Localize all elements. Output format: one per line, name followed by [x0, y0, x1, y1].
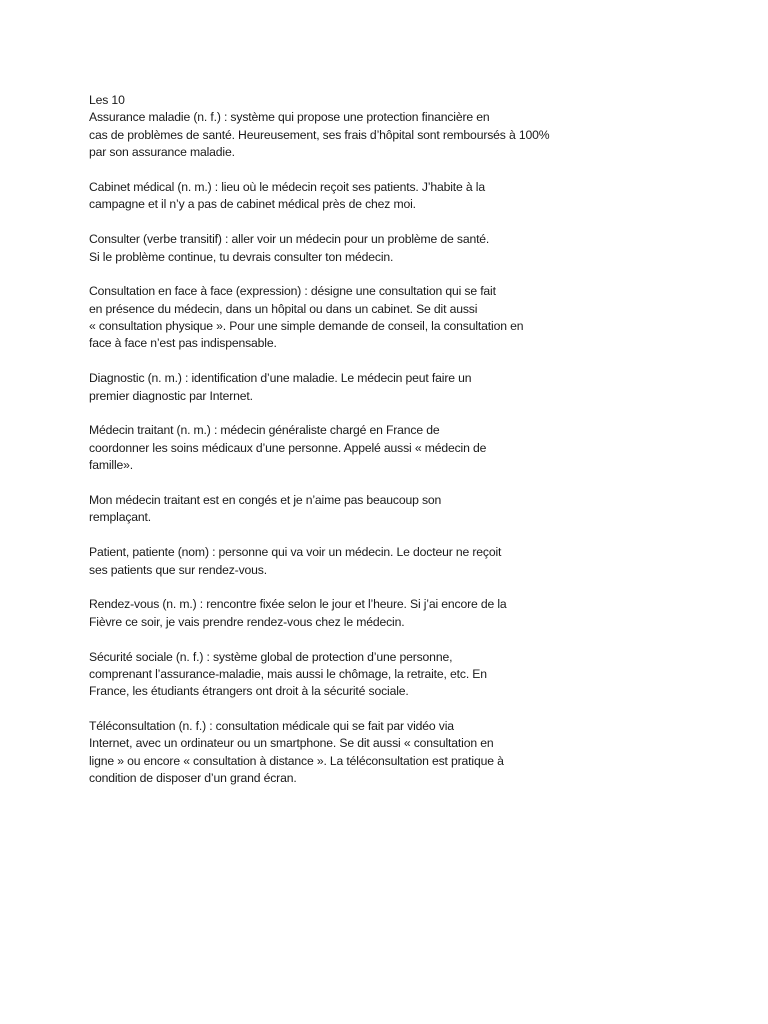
- entry-patient: [89, 544, 559, 579]
- entry-cabinet-medical: [89, 179, 559, 214]
- entry-line: Si le problème continue, tu devrais consulter ton médecin.: [89, 249, 394, 264]
- entry-line: France, les étudiants étrangers ont droit à la sécurité sociale.: [89, 684, 409, 699]
- entry-line: Téléconsultation (n. f.) : consultation médicale qui se fait par vidéo via: [89, 719, 454, 734]
- entry-line: Consultation en face à face (expression) : désigne une consultation qui se fait: [89, 284, 496, 299]
- entry-consulter: [89, 231, 559, 266]
- entry-line: Rendez-vous (n. m.) : rencontre fixée selon le jour et l’heure. Si j’ai encore de la: [89, 597, 507, 612]
- entry-line: remplaçant.: [89, 510, 152, 525]
- paragraph-gap: [89, 405, 559, 422]
- paragraph-gap: [89, 631, 559, 648]
- entry-line: condition de disposer d’un grand écran.: [89, 771, 297, 786]
- document-heading: Les 10: [89, 93, 125, 107]
- entry-line: « consultation physique ». Pour une simple demande de conseil, la consultation en: [89, 319, 524, 334]
- document-body: [89, 92, 559, 788]
- entry-diagnostic: [89, 370, 559, 405]
- entry-rendez-vous: [89, 596, 559, 631]
- entry-line: en présence du médecin, dans un hôpital ou dans un cabinet. Se dit aussi: [89, 301, 478, 316]
- paragraph-gap: [89, 701, 559, 718]
- entry-consultation-face-a-face: [89, 283, 559, 353]
- entry-teleconsultation: [89, 718, 559, 788]
- entry-line: ligne » ou encore « consultation à distance ». La téléconsultation est pratique à: [89, 753, 504, 768]
- entry-medecin-traitant: [89, 422, 559, 474]
- entry-line: campagne et il n’y a pas de cabinet médical près de chez moi.: [89, 197, 416, 212]
- entry-line: ses patients que sur rendez-vous.: [89, 562, 267, 577]
- entry-line: Consulter (verbe transitif) : aller voir un médecin pour un problème de santé.: [89, 232, 490, 247]
- entry-line: par son assurance maladie.: [89, 145, 235, 160]
- paragraph-gap: [89, 353, 559, 370]
- entry-line: Médecin traitant (n. m.) : médecin généraliste chargé en France de: [89, 423, 440, 438]
- entry-line: Sécurité sociale (n. f.) : système global de protection d’une personne,: [89, 649, 453, 664]
- entry-line: Diagnostic (n. m.) : identification d’une maladie. Le médecin peut faire un: [89, 371, 472, 386]
- entry-line: Fièvre ce soir, je vais prendre rendez-vous chez le médecin.: [89, 614, 405, 629]
- entry-line: coordonner les soins médicaux d’une personne. Appelé aussi « médecin de: [89, 440, 487, 455]
- entry-line: Patient, patiente (nom) : personne qui va voir un médecin. Le docteur ne reçoit: [89, 545, 502, 560]
- paragraph-gap: [89, 475, 559, 492]
- entry-line: comprenant l’assurance-maladie, mais aussi le chômage, la retraite, etc. En: [89, 666, 487, 681]
- entry-line: famille».: [89, 458, 134, 473]
- paragraph-gap: [89, 162, 559, 179]
- example-medecin-traitant: [89, 492, 559, 527]
- paragraph-gap: [89, 527, 559, 544]
- paragraph-gap: [89, 579, 559, 596]
- entry-line: Assurance maladie (n. f.) : système qui propose une protection financière en: [89, 110, 490, 125]
- entry-line: Cabinet médical (n. m.) : lieu où le médecin reçoit ses patients. J’habite à la: [89, 179, 485, 194]
- entry-line: face à face n’est pas indispensable.: [89, 336, 277, 351]
- paragraph-gap: [89, 266, 559, 283]
- paragraph-gap: [89, 214, 559, 231]
- entry-line: cas de problèmes de santé. Heureusement, ses frais d’hôpital sont remboursés à 100%: [89, 127, 550, 142]
- entry-line: premier diagnostic par Internet.: [89, 388, 253, 403]
- entry-securite-sociale: [89, 649, 559, 701]
- entry-assurance-maladie: [89, 109, 559, 161]
- entry-line: Mon médecin traitant est en congés et je n’aime pas beaucoup son: [89, 492, 442, 507]
- entry-line: Internet, avec un ordinateur ou un smartphone. Se dit aussi « consultation en: [89, 736, 494, 751]
